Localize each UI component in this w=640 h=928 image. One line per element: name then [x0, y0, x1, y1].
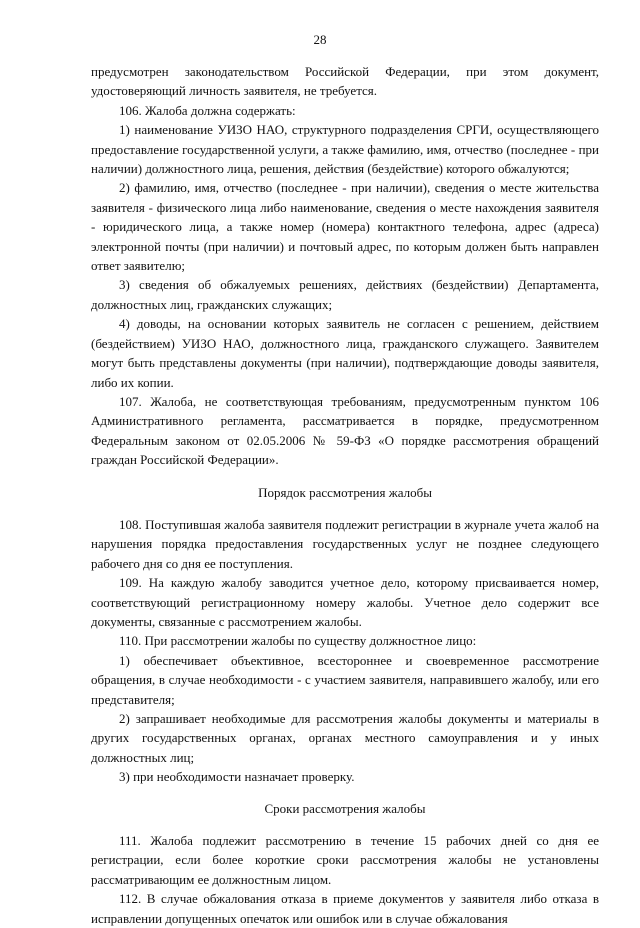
paragraph-continuation: предусмотрен законодательством Российской Федерации, при этом документ, удостоверяющий личность заявителя, не требуется. — [91, 64, 599, 99]
list-item-4: 4) доводы, на основании которых заявитель не согласен с решением, действием (бездействием) УИЗО НАО, должностного лица, гражданского служащего. Заявителем могут быть представлены документы (при наличии), подтверждающие доводы заявителя, либо их копии. — [91, 316, 599, 390]
section-heading-review-terms: Сроки рассмотрения жалобы — [264, 800, 426, 816]
paragraph-111: 111. Жалоба подлежит рассмотрению в течение 15 рабочих дней со дня ее регистрации, если более короткие сроки рассмотрения жалобы не установлены рассматривающим ее должностным лицом. — [91, 833, 599, 887]
list-item-2: 2) фамилию, имя, отчество (последнее - при наличии), сведения о месте жительства заявителя - физического лица либо наименование, сведения о месте нахождения заявителя - юридического лица, а также номер (номера) контактного телефона, адрес (адреса) электронной почты (при наличии) и почтовый адрес, по которым должен быть направлен ответ заявителю; — [91, 180, 599, 274]
list-item-2: 2) запрашивает необходимые для рассмотрения жалобы документы и материалы в других государственных органах, органах местного самоуправления и у иных должностных лиц; — [91, 711, 599, 765]
paragraph-109: 109. На каждую жалобу заводится учетное дело, которому присваивается номер, соответствующий регистрационному номеру жалобы. Учетное дело содержит все документы, связанные с рассмотрением жалобы. — [91, 575, 599, 629]
paragraph-107: 107. Жалоба, не соответствующая требованиям, предусмотренным пунктом 106 Административного регламента, рассматривается в порядке, предусмотренном Федеральным законом от 02.05.2006 № 59-ФЗ «О порядке рассмотрения обращений граждан Российской Федерации». — [91, 393, 599, 468]
list-item-1: 1) обеспечивает объективное, всестороннее и своевременное рассмотрение обращения, в случае необходимости - с участием заявителя, направившего жалобу, или его представителя; — [91, 652, 599, 707]
paragraph-108: 108. Поступившая жалоба заявителя подлежит регистрации в журнале учета жалоб на нарушения порядка предоставления государственных услуг не позднее следующего рабочего дня со дня ее поступления. — [91, 516, 599, 571]
list-item-1: 1) наименование УИЗО НАО, структурного подразделения СРГИ, осуществляющего предоставление государственной услуги, а также фамилию, имя, отчество (последнее - при наличии) должностного лица, решения, действия (бездействие) которого обжалуются; — [91, 122, 599, 177]
page-number: 28 — [313, 32, 327, 47]
paragraph-112: 112. В случае обжалования отказа в приеме документов у заявителя либо отказа в исправлении допущенных опечаток или ошибок или в случае обжалования — [91, 891, 599, 926]
document-body — [91, 62, 599, 928]
paragraph-106: 106. Жалоба должна содержать: — [119, 102, 296, 118]
list-item-3: 3) сведения об обжалуемых решениях, действиях (бездействии) Департамента, должностных лиц, гражданских служащих; — [91, 277, 599, 312]
list-item-3: 3) при необходимости назначает проверку. — [119, 769, 355, 785]
paragraph-110: 110. При рассмотрении жалобы по существу должностное лицо: — [119, 633, 477, 649]
section-heading-review-procedure: Порядок рассмотрения жалобы — [258, 484, 432, 500]
